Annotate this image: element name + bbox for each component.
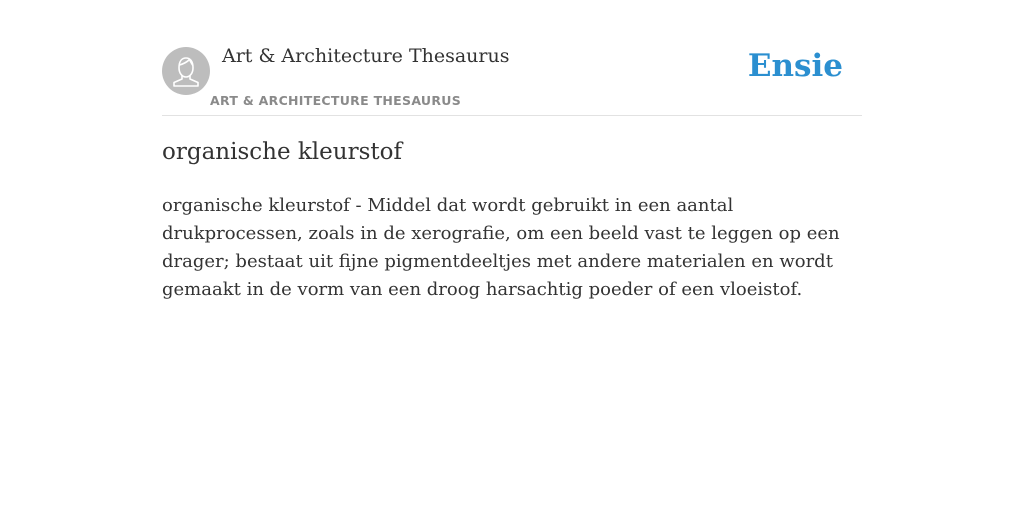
source-label: ART & ARCHITECTURE THESAURUS xyxy=(210,93,462,108)
term-title: organische kleurstof xyxy=(162,139,402,165)
ensie-logo[interactable]: Ensie xyxy=(747,48,843,84)
author-name[interactable]: Art & Architecture Thesaurus xyxy=(222,45,510,67)
term-definition: organische kleurstof - Middel dat wordt gebruikt in een aantal drukprocessen, zoals in de xerografie, om een beeld vast te leggen op een drager; bestaat uit fijne pigmentdeeltjes met andere materialen en wordt gemaakt in de vorm van een droog harsachtig poeder of een vloeistof. xyxy=(162,195,840,300)
author-avatar[interactable] xyxy=(162,47,210,95)
user-silhouette-icon xyxy=(162,47,210,95)
entry-header xyxy=(162,0,862,116)
